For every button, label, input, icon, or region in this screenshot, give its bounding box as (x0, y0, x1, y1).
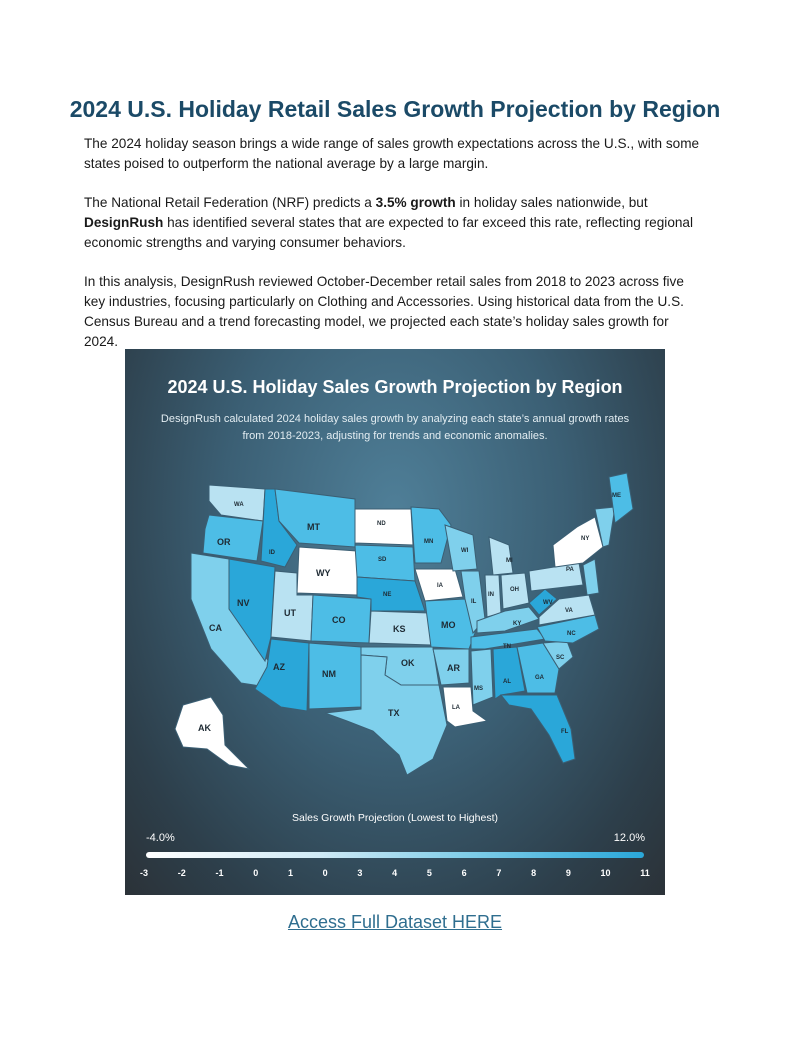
legend-tick: -1 (215, 868, 224, 878)
legend-tick: 9 (565, 868, 571, 878)
legend-tick: -3 (140, 868, 149, 878)
legend-tick: 6 (461, 868, 467, 878)
legend-ticks (140, 868, 650, 878)
label-oh: OH (510, 587, 519, 593)
legend-tick: 1 (287, 868, 293, 878)
legend-tick: -2 (177, 868, 186, 878)
label-ky: KY (513, 621, 522, 627)
label-tn: TN (503, 644, 511, 650)
state-nd (355, 509, 413, 545)
legend-tick: 4 (392, 868, 398, 878)
legend-gradient-bar (146, 852, 644, 858)
label-ks: KS (393, 624, 406, 634)
legend-tick: 7 (496, 868, 502, 878)
label-mn: MN (424, 539, 434, 545)
legend-tick: 3 (357, 868, 363, 878)
label-wy: WY (316, 568, 331, 578)
label-az: AZ (273, 662, 285, 672)
growth-highlight: 3.5% growth (375, 195, 456, 210)
legend-tick: 0 (322, 868, 328, 878)
label-wi: WI (461, 548, 469, 554)
label-mo: MO (441, 620, 456, 630)
label-nc: NC (567, 631, 576, 637)
label-wv: WV (543, 600, 553, 606)
infographic-title: 2024 U.S. Holiday Sales Growth Projection by Region (167, 377, 623, 397)
label-nm: NM (322, 669, 336, 679)
legend-tick: 8 (531, 868, 537, 878)
label-mt: MT (307, 522, 320, 532)
label-ca: CA (209, 623, 222, 633)
nrf-text-a: The National Retail Federation (NRF) predicts a (84, 195, 376, 210)
label-wa: WA (234, 502, 244, 508)
label-nd: ND (377, 521, 386, 527)
label-in: IN (488, 592, 494, 598)
nrf-text-c: in holiday sales nationwide, but (455, 195, 648, 210)
label-ak: AK (198, 723, 211, 733)
nrf-paragraph (84, 193, 704, 253)
intro-paragraph: The 2024 holiday season brings a wide range of sales growth expectations across the U.S., with some states poised to outperform the national average by a large margin. (84, 136, 700, 171)
label-mi: MI (506, 558, 513, 564)
label-tx: TX (388, 708, 400, 718)
legend-tick: 0 (253, 868, 259, 878)
legend-tick: 10 (600, 868, 611, 878)
designrush-highlight: DesignRush (84, 215, 164, 230)
state-sd (355, 545, 415, 581)
state-mn (411, 507, 451, 563)
label-pa: PA (566, 567, 574, 573)
label-me: ME (612, 493, 621, 499)
legend-title: Sales Growth Projection (Lowest to Highest) (291, 812, 498, 824)
page-title: 2024 U.S. Holiday Retail Sales Growth Projection by Region (69, 96, 721, 122)
state-ak (175, 697, 249, 769)
legend-tick: 11 (640, 868, 650, 878)
label-co: CO (332, 615, 346, 625)
legend-min: -4.0% (146, 832, 175, 844)
label-la: LA (452, 705, 460, 711)
label-sc: SC (556, 655, 565, 661)
label-il: IL (471, 599, 477, 605)
label-ia: IA (437, 583, 443, 589)
label-ga: GA (535, 675, 544, 681)
label-ar: AR (447, 663, 460, 673)
label-id: ID (269, 550, 275, 556)
infographic-subtitle: DesignRush calculated 2024 holiday sales growth by analyzing each state’s annual growth rates from 2018-2023, adjusting for trends and economic anomalies. (160, 413, 630, 442)
label-ne: NE (383, 592, 392, 598)
state-nj-md (583, 559, 599, 595)
nrf-text-e: has identified several states that are expected to far exceed this rate, reflecting regional economic strengths and varying consumer behaviors. (84, 215, 694, 250)
label-ok: OK (401, 658, 415, 668)
label-ny: NY (581, 536, 590, 542)
label-ut: UT (284, 608, 296, 618)
state-mi (489, 537, 513, 575)
label-sd: SD (378, 557, 387, 563)
method-paragraph: In this analysis, DesignRush reviewed October-December retail sales from 2018 to 2023 across five key industries, focusing particularly on Clothing and Accessories. Using historical data from the U.S. Census Bureau and a trend forecasting model, we projected each state’s holiday sales growth for 2024. (84, 274, 684, 349)
legend-tick: 5 (426, 868, 432, 878)
sales-growth-infographic (125, 349, 665, 895)
full-dataset-link[interactable]: Access Full Dataset HERE (287, 912, 503, 932)
label-va: VA (565, 608, 573, 614)
label-ms: MS (474, 686, 483, 692)
label-or: OR (217, 537, 231, 547)
label-al: AL (503, 679, 511, 685)
state-or (203, 515, 263, 561)
label-fl: FL (561, 729, 569, 735)
label-nv: NV (237, 598, 250, 608)
state-ms (471, 649, 493, 705)
legend-max: 12.0% (613, 832, 645, 844)
